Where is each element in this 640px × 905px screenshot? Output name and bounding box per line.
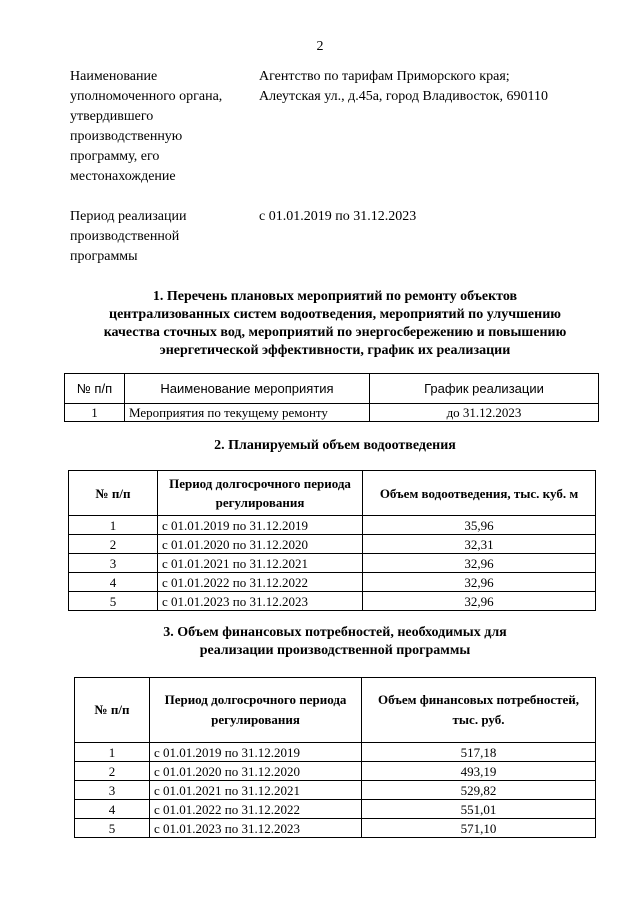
table-header-row [69,471,596,516]
label-line: Наименование [70,69,158,84]
table-cell: 3 [75,781,150,800]
table-cell: 1 [65,404,125,422]
table-cell: с 01.01.2019 по 31.12.2019 [158,516,363,535]
table-cell: с 01.01.2022 по 31.12.2022 [150,800,362,819]
table-cell: 35,96 [363,516,596,535]
table-cell: 1 [75,743,150,762]
header-cell: Объем финансовых потребностей, тыс. руб. [362,678,596,743]
section1-title [70,288,600,360]
table-header-row [65,374,599,404]
table-cell: с 01.01.2023 по 31.12.2023 [150,819,362,838]
value-line: Алеутская ул., д.45а, город Владивосток, 690110 [259,89,548,104]
table-cell: 32,96 [363,554,596,573]
table-cell: 1 [69,516,158,535]
info-value [259,207,599,227]
table-row [75,819,596,838]
header-cell: Период долгосрочного периода регулирования [158,471,363,516]
table-cell: 2 [75,762,150,781]
table-row [75,743,596,762]
table-cell: 571,10 [362,819,596,838]
table-cell: с 01.01.2020 по 31.12.2020 [150,762,362,781]
section2-title [70,437,600,455]
title-line: централизованных систем водоотведения, мероприятий по улучшению [109,307,561,322]
table-cell: Мероприятия по текущему ремонту [125,404,370,422]
table-cell: 5 [69,592,158,611]
label-line: уполномоченного органа, [70,89,223,104]
financial-needs-table [74,677,596,838]
measures-table [64,373,599,422]
table-cell: с 01.01.2022 по 31.12.2022 [158,573,363,592]
table-header-row [75,678,596,743]
page-number: 2 [316,39,324,54]
table-row [65,404,599,422]
table-row [75,781,596,800]
table-cell: с 01.01.2023 по 31.12.2023 [158,592,363,611]
header-cell: № п/п [75,678,150,743]
label-line: местонахождение [70,169,176,184]
table-cell: 5 [75,819,150,838]
info-label [70,67,250,187]
label-line: утвердившего [70,109,154,124]
title-line: 2. Планируемый объем водоотведения [214,438,456,453]
table-cell: 551,01 [362,800,596,819]
value-line: Агентство по тарифам Приморского края; [259,69,510,84]
table-row [69,535,596,554]
table-cell: 2 [69,535,158,554]
title-line: реализации производственной программы [199,643,471,658]
info-label [70,207,250,267]
table-row [69,592,596,611]
table-cell: с 01.01.2020 по 31.12.2020 [158,535,363,554]
table-cell: 4 [75,800,150,819]
table-row [69,516,596,535]
table-cell: до 31.12.2023 [370,404,599,422]
value-line: с 01.01.2019 по 31.12.2023 [259,209,417,224]
table-row [75,800,596,819]
wastewater-volume-table [68,470,596,611]
table-cell: 529,82 [362,781,596,800]
label-line: Период реализации [70,209,187,224]
header-cell: График реализации [370,374,599,404]
table-row [75,762,596,781]
header-cell: Наименование мероприятия [125,374,370,404]
table-cell: 517,18 [362,743,596,762]
label-line: производственной [70,229,180,244]
title-line: качества сточных вод, мероприятий по энергосбережению и повышению [103,325,567,340]
header-cell: № п/п [69,471,158,516]
label-line: программы [70,249,138,264]
section3-title [70,624,600,660]
header-cell: Объем водоотведения, тыс. куб. м [363,471,596,516]
table-cell: 3 [69,554,158,573]
header-cell: № п/п [65,374,125,404]
title-line: энергетической эффективности, график их реализации [159,343,511,358]
table-cell: с 01.01.2019 по 31.12.2019 [150,743,362,762]
info-value [259,67,599,107]
table-cell: 32,96 [363,592,596,611]
title-line: 3. Объем финансовых потребностей, необходимых для [163,625,507,640]
header-cell: Период долгосрочного периода регулирования [150,678,362,743]
table-cell: 493,19 [362,762,596,781]
table-row [69,554,596,573]
title-line: 1. Перечень плановых мероприятий по ремонту объектов [152,289,518,304]
label-line: производственную [70,129,183,144]
table-cell: 32,96 [363,573,596,592]
table-row [69,573,596,592]
table-cell: с 01.01.2021 по 31.12.2021 [150,781,362,800]
label-line: программу, его [70,149,160,164]
table-cell: 32,31 [363,535,596,554]
table-cell: с 01.01.2021 по 31.12.2021 [158,554,363,573]
table-cell: 4 [69,573,158,592]
